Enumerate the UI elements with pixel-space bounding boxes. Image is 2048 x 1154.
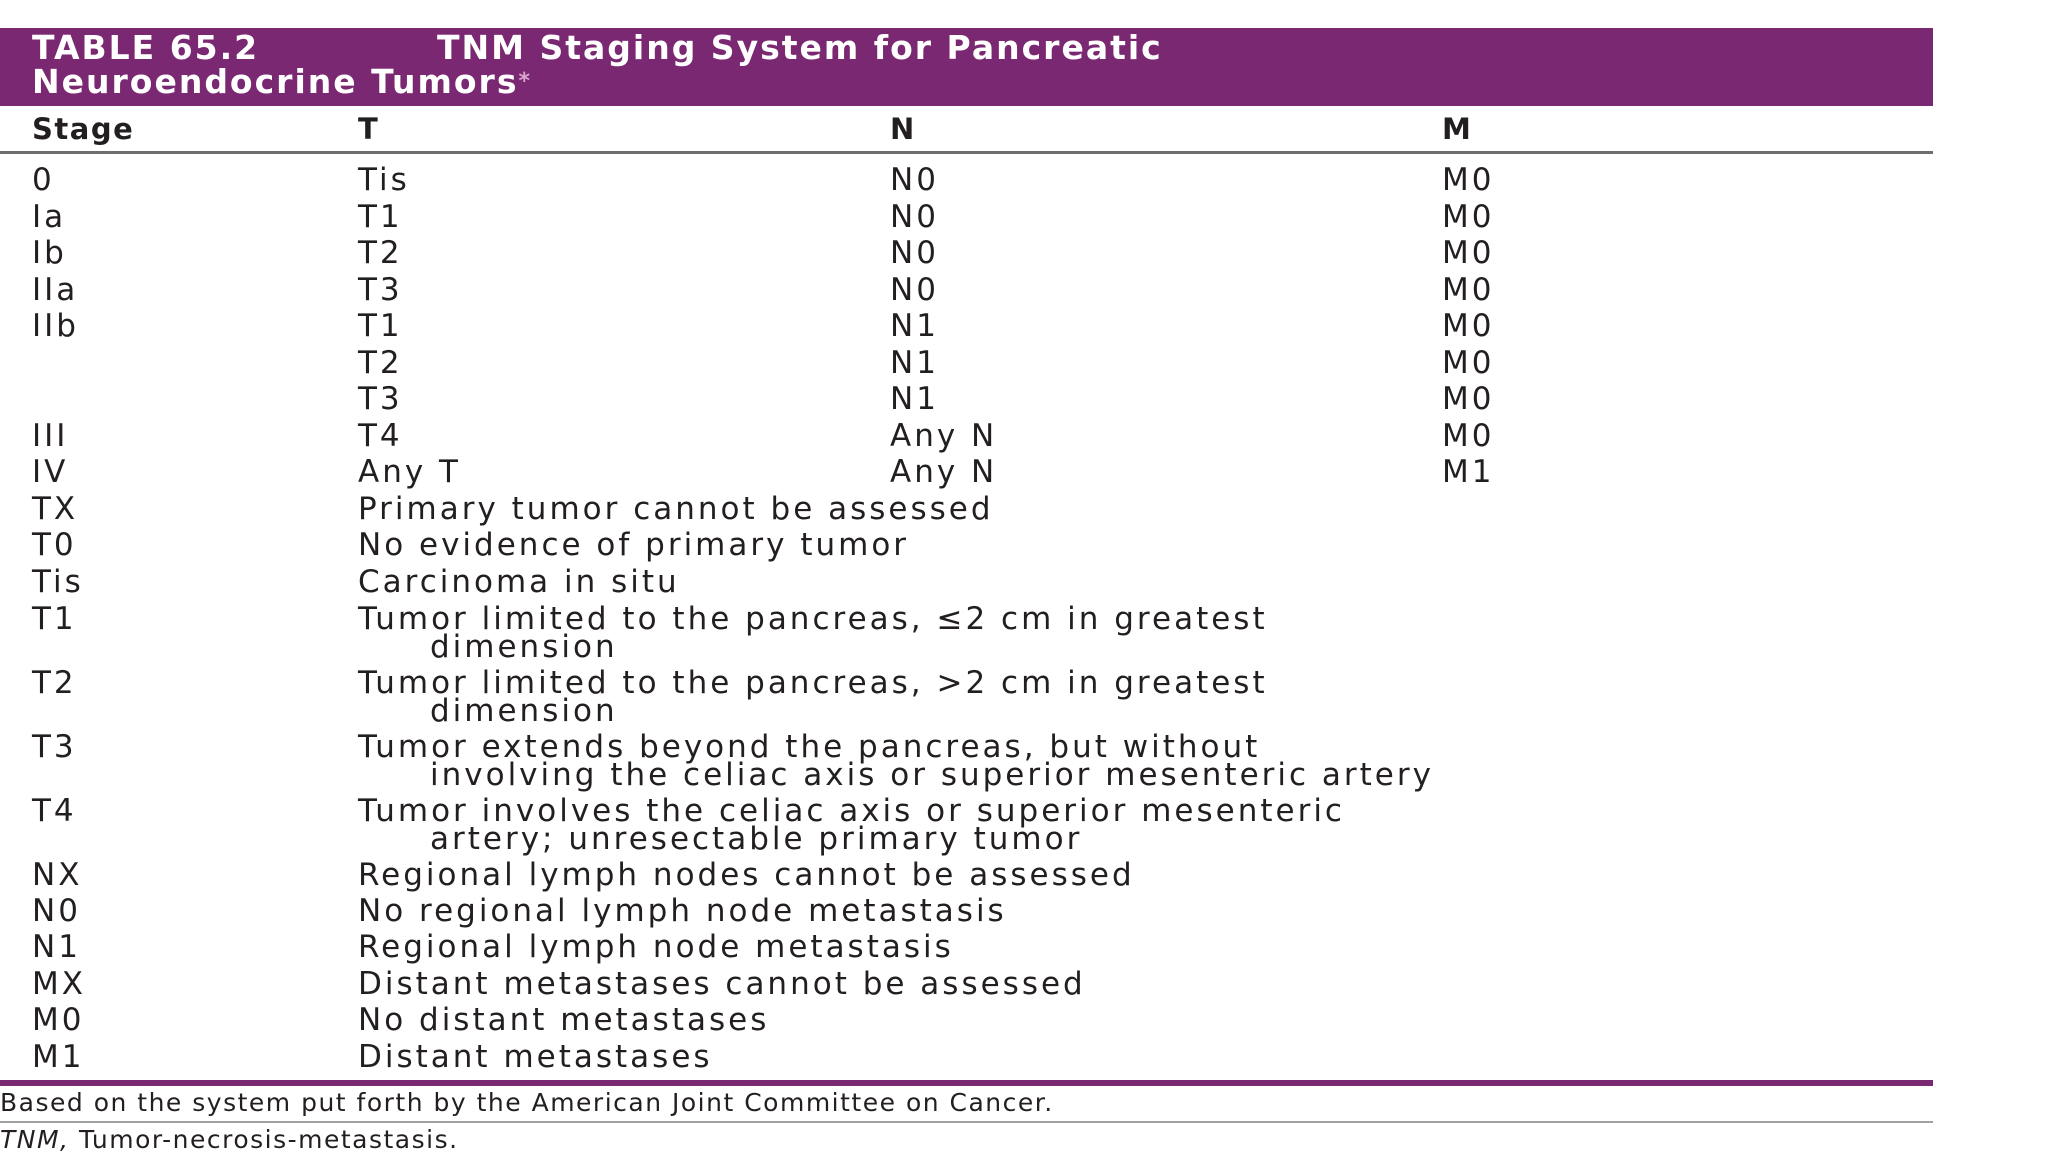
stage-row-stage-cell: IIa	[32, 272, 79, 308]
definition-code: TX	[32, 491, 79, 527]
stage-row-t-cell: T2	[358, 235, 403, 271]
definition-line-1: No regional lymph node metastasis	[358, 893, 1007, 929]
definition-text	[358, 1002, 770, 1038]
definition-text	[358, 793, 1345, 857]
definition-line-1: Primary tumor cannot be assessed	[358, 491, 994, 527]
definition-code: N1	[32, 929, 81, 965]
definition-text	[358, 1039, 713, 1075]
definition-line-1: Regional lymph nodes cannot be assessed	[358, 857, 1135, 893]
stage-row-n-cell: N0	[890, 235, 939, 271]
definition-text	[358, 893, 1007, 929]
definition-code: NX	[32, 857, 83, 893]
definition-code: T3	[32, 729, 77, 765]
stage-row-n-cell: N1	[890, 308, 939, 344]
stage-row-m-cell: M1	[1442, 454, 1495, 490]
definition-code: N0	[32, 893, 81, 929]
table-title-line-2	[32, 64, 532, 100]
definition-code: M0	[32, 1002, 85, 1038]
table-bottom-rule	[0, 1080, 1933, 1086]
stage-row-m-cell: M0	[1442, 345, 1495, 381]
stage-row-t-cell: Any T	[358, 454, 461, 490]
stage-row-t-cell: T1	[358, 308, 403, 344]
definition-code: M1	[32, 1039, 85, 1075]
definition-line-1: Tumor extends beyond the pancreas, but without	[358, 729, 1261, 765]
stage-row-m-cell: M0	[1442, 199, 1495, 235]
stage-row-t-cell: T1	[358, 199, 403, 235]
definition-text	[358, 929, 954, 965]
definition-line-2: artery; unresectable primary tumor	[430, 821, 1083, 857]
definition-line-1: Regional lymph node metastasis	[358, 929, 954, 965]
definition-line-1: Distant metastases	[358, 1039, 713, 1075]
table-title-line-1	[32, 30, 1163, 66]
definition-text	[358, 729, 1434, 793]
definition-code: Tis	[32, 564, 84, 600]
definition-line-1: Carcinoma in situ	[358, 564, 680, 600]
definition-text	[358, 601, 1268, 665]
table-title-text-2: Neuroendocrine Tumors	[32, 62, 519, 101]
stage-row-n-cell: Any N	[890, 454, 998, 490]
definition-line-2: dimension	[430, 693, 618, 729]
stage-row-n-cell: N1	[890, 381, 939, 417]
definition-code: T4	[32, 793, 77, 829]
column-header-t: T	[358, 112, 380, 146]
column-header-stage: Stage	[32, 112, 135, 146]
definition-line-1: Tumor involves the celiac axis or superior mesenteric	[358, 793, 1345, 829]
definition-code: T0	[32, 527, 77, 563]
footnote-source: Based on the system put forth by the American Joint Committee on Cancer.	[0, 1088, 1054, 1117]
table-title-band	[0, 28, 1933, 106]
footnote-marker: *	[518, 69, 532, 94]
definition-text	[358, 527, 910, 563]
column-header-n: N	[890, 112, 916, 146]
stage-row-stage-cell: Ia	[32, 199, 67, 235]
stage-row-m-cell: M0	[1442, 235, 1495, 271]
stage-row-n-cell: Any N	[890, 418, 998, 454]
definition-text	[358, 665, 1268, 729]
footnote-abbreviation	[0, 1125, 459, 1154]
stage-row-n-cell: N0	[890, 162, 939, 198]
definition-line-1: No distant metastases	[358, 1002, 770, 1038]
column-header-m: M	[1442, 112, 1473, 146]
stage-row-m-cell: M0	[1442, 418, 1495, 454]
stage-row-n-cell: N1	[890, 345, 939, 381]
footnote-abbr-text: Tumor-necrosis-metastasis.	[69, 1125, 459, 1154]
definition-line-2: dimension	[430, 629, 618, 665]
definition-line-1: Distant metastases cannot be assessed	[358, 966, 1086, 1002]
stage-row-stage-cell: 0	[32, 162, 55, 198]
definition-code: T2	[32, 665, 77, 701]
stage-row-t-cell: T3	[358, 272, 403, 308]
definition-line-2: involving the celiac axis or superior mesenteric artery	[430, 757, 1434, 793]
stage-row-m-cell: M0	[1442, 381, 1495, 417]
stage-row-t-cell: T3	[358, 381, 403, 417]
stage-row-stage-cell: IV	[32, 454, 69, 490]
definition-line-1: Tumor limited to the pancreas, >2 cm in greatest	[358, 665, 1268, 701]
definition-code: T1	[32, 601, 77, 637]
definition-text	[358, 491, 994, 527]
stage-row-n-cell: N0	[890, 199, 939, 235]
definition-line-1: Tumor limited to the pancreas, ≤2 cm in greatest	[358, 601, 1268, 637]
footnote-abbr-term: TNM,	[0, 1125, 70, 1154]
table-label: TABLE 65.2	[32, 28, 260, 67]
stage-row-stage-cell: Ib	[32, 235, 67, 271]
stage-row-m-cell: M0	[1442, 162, 1495, 198]
header-divider	[0, 151, 1933, 154]
stage-row-m-cell: M0	[1442, 272, 1495, 308]
definition-code: MX	[32, 966, 86, 1002]
stage-row-m-cell: M0	[1442, 308, 1495, 344]
stage-row-t-cell: T2	[358, 345, 403, 381]
table-title-text-1: TNM Staging System for Pancreatic	[437, 28, 1163, 67]
stage-row-t-cell: T4	[358, 418, 403, 454]
definition-text	[358, 966, 1086, 1002]
stage-row-n-cell: N0	[890, 272, 939, 308]
stage-row-stage-cell: IIb	[32, 308, 79, 344]
stage-row-t-cell: Tis	[358, 162, 410, 198]
definition-line-1: No evidence of primary tumor	[358, 527, 910, 563]
footnote-divider	[0, 1121, 1933, 1123]
stage-row-stage-cell: III	[32, 418, 69, 454]
definition-text	[358, 564, 680, 600]
definition-text	[358, 857, 1135, 893]
